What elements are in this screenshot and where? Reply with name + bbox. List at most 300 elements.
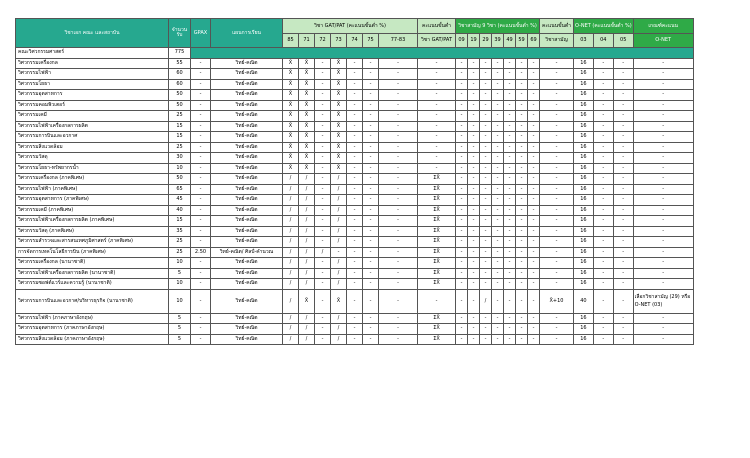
gatpat-cell: - — [347, 334, 363, 345]
program-name: วิศวกรรมอุตสาหการ (ภาคภาษาอังกฤษ) — [16, 324, 169, 335]
nine-subject-cell: - — [504, 226, 516, 237]
nine-subject-cell: - — [492, 205, 504, 216]
onet-cell: 16 — [574, 226, 594, 237]
min-nine-cell: - — [540, 121, 574, 132]
gpax-cell: - — [191, 153, 211, 164]
program-name: วิศวกรรมไฟฟ้า (ภาคพิเศษ) — [16, 184, 169, 195]
gatpat-cell: - — [315, 237, 331, 248]
nine-subject-cell: - — [456, 313, 468, 324]
min-gatpat-cell: ΣX̄ — [418, 184, 456, 195]
nine-subject-cell: - — [492, 90, 504, 101]
gatpat-cell: - — [347, 247, 363, 258]
gatpat-cell: X̄ — [283, 142, 299, 153]
nine-subject-cell: - — [456, 90, 468, 101]
gatpat-cell: - — [363, 79, 379, 90]
table-row — [16, 216, 694, 227]
gpax-cell: - — [191, 226, 211, 237]
nine-subject-cell: - — [492, 247, 504, 258]
gatpat-cell: X̄ — [331, 58, 347, 69]
header-gatpat-code: 74 — [347, 34, 363, 48]
gatpat-cell: X̄ — [283, 153, 299, 164]
gatpat-cell: - — [363, 58, 379, 69]
onet-use-cell: - — [633, 184, 693, 195]
gatpat-cell: X̄ — [331, 153, 347, 164]
min-nine-cell: X̄+10 — [540, 289, 574, 313]
nine-subject-cell: - — [492, 289, 504, 313]
seats-cell: 40 — [169, 205, 191, 216]
onet-cell: 16 — [574, 100, 594, 111]
gatpat-cell: - — [347, 142, 363, 153]
min-nine-cell: - — [540, 174, 574, 185]
nine-subject-cell: - — [516, 121, 528, 132]
min-gatpat-cell: ΣX̄ — [418, 174, 456, 185]
min-gatpat-cell: ΣX̄ — [418, 247, 456, 258]
nine-subject-cell: - — [516, 90, 528, 101]
nine-subject-cell: - — [528, 279, 540, 290]
plan-cell: วิทย์-คณิต — [211, 184, 283, 195]
header-nine-code: 19 — [468, 34, 480, 48]
onet-cell: - — [613, 121, 633, 132]
gatpat-cell: X̄ — [299, 153, 315, 164]
gatpat-cell: X̄ — [299, 163, 315, 174]
min-gatpat-cell: - — [418, 100, 456, 111]
gatpat-cell: - — [315, 195, 331, 206]
min-gatpat-cell: ΣX̄ — [418, 324, 456, 335]
nine-subject-cell: - — [528, 142, 540, 153]
table-row — [16, 226, 694, 237]
program-name: วิศวกรรมวัสดุ (ภาคพิเศษ) — [16, 226, 169, 237]
gatpat-cell: / — [331, 258, 347, 269]
plan-cell: วิทย์-คณิต — [211, 226, 283, 237]
gatpat-cell: - — [379, 153, 418, 164]
nine-subject-cell: - — [516, 334, 528, 345]
onet-cell: - — [593, 184, 613, 195]
nine-subject-cell: - — [468, 195, 480, 206]
onet-cell: - — [613, 58, 633, 69]
nine-subject-cell: - — [504, 79, 516, 90]
gatpat-cell: X̄ — [283, 90, 299, 101]
onet-use-cell: - — [633, 111, 693, 122]
gatpat-cell: / — [283, 334, 299, 345]
nine-subject-cell: - — [492, 58, 504, 69]
plan-cell: วิทย์-คณิต — [211, 205, 283, 216]
table-row — [16, 174, 694, 185]
min-gatpat-cell: - — [418, 111, 456, 122]
min-nine-cell: - — [540, 90, 574, 101]
table-row — [16, 90, 694, 101]
gatpat-cell: / — [283, 195, 299, 206]
onet-cell: - — [593, 195, 613, 206]
min-gatpat-cell: - — [418, 163, 456, 174]
nine-subject-cell: - — [480, 226, 492, 237]
gpax-cell: - — [191, 69, 211, 80]
nine-subject-cell: - — [528, 153, 540, 164]
gatpat-cell: / — [283, 216, 299, 227]
min-gatpat-cell: ΣX̄ — [418, 195, 456, 206]
gatpat-cell: X̄ — [299, 79, 315, 90]
header-nine-code: 59 — [516, 34, 528, 48]
gatpat-cell: - — [379, 184, 418, 195]
plan-cell: วิทย์-คณิต — [211, 69, 283, 80]
nine-subject-cell: - — [528, 268, 540, 279]
program-name: วิศวกรรมไฟฟ้าเครื่องกลการผลิต (นานาชาติ) — [16, 268, 169, 279]
onet-use-cell: - — [633, 226, 693, 237]
header-min-nine-sub: วิชาสามัญ — [540, 34, 574, 48]
gatpat-cell: - — [363, 279, 379, 290]
seats-cell: 30 — [169, 153, 191, 164]
nine-subject-cell: - — [492, 174, 504, 185]
nine-subject-cell: - — [504, 111, 516, 122]
plan-cell: วิทย์-คณิต — [211, 216, 283, 227]
onet-cell: 16 — [574, 268, 594, 279]
nine-subject-cell: - — [516, 324, 528, 335]
min-nine-cell: - — [540, 324, 574, 335]
header-gpax: GPAX — [191, 19, 211, 48]
nine-subject-cell: - — [492, 279, 504, 290]
onet-cell: - — [613, 163, 633, 174]
nine-subject-cell: - — [492, 226, 504, 237]
nine-subject-cell: - — [468, 174, 480, 185]
nine-subject-cell: - — [456, 247, 468, 258]
onet-cell: - — [613, 90, 633, 101]
min-gatpat-cell: ΣX̄ — [418, 258, 456, 269]
gatpat-cell: - — [347, 79, 363, 90]
nine-subject-cell: - — [516, 226, 528, 237]
nine-subject-cell: - — [516, 163, 528, 174]
gatpat-cell: X̄ — [283, 79, 299, 90]
gatpat-cell: / — [299, 313, 315, 324]
gpax-cell: - — [191, 216, 211, 227]
table-row — [16, 153, 694, 164]
seats-cell: 25 — [169, 142, 191, 153]
gatpat-cell: X̄ — [331, 132, 347, 143]
nine-subject-cell: - — [516, 216, 528, 227]
gatpat-cell: - — [315, 313, 331, 324]
gatpat-cell: - — [379, 163, 418, 174]
nine-subject-cell: - — [468, 79, 480, 90]
header-name: วิชาเอก คณะ และสถาบัน — [16, 19, 169, 48]
gatpat-cell: / — [283, 184, 299, 195]
gpax-cell: - — [191, 258, 211, 269]
table-row — [16, 132, 694, 143]
seats-cell: 10 — [169, 258, 191, 269]
gatpat-cell: X̄ — [283, 132, 299, 143]
header-nine-code: 69 — [528, 34, 540, 48]
nine-subject-cell: - — [528, 79, 540, 90]
onet-cell: - — [613, 279, 633, 290]
onet-cell: 16 — [574, 237, 594, 248]
min-nine-cell: - — [540, 132, 574, 143]
faculty-seats: 775 — [169, 48, 191, 59]
nine-subject-cell: - — [504, 237, 516, 248]
header-nine-code: 49 — [504, 34, 516, 48]
min-nine-cell: - — [540, 153, 574, 164]
nine-subject-cell: - — [492, 216, 504, 227]
gatpat-cell: - — [347, 121, 363, 132]
nine-subject-cell: - — [492, 111, 504, 122]
nine-subject-cell: - — [516, 58, 528, 69]
min-gatpat-cell: ΣX̄ — [418, 279, 456, 290]
gatpat-cell: - — [363, 268, 379, 279]
table-row — [16, 289, 694, 313]
gatpat-cell: - — [379, 216, 418, 227]
table-row — [16, 184, 694, 195]
nine-subject-cell: - — [468, 111, 480, 122]
onet-use-cell: - — [633, 324, 693, 335]
table-row — [16, 79, 694, 90]
onet-cell: - — [593, 174, 613, 185]
onet-use-cell: - — [633, 279, 693, 290]
nine-subject-cell: - — [516, 268, 528, 279]
program-name: วิศวกรรมการบินและอวกาศ/บริหารธุรกิจ (นานาชาติ) — [16, 289, 169, 313]
plan-cell: วิทย์-คณิต — [211, 195, 283, 206]
nine-subject-cell: - — [468, 289, 480, 313]
nine-subject-cell: - — [456, 174, 468, 185]
onet-cell: - — [593, 279, 613, 290]
nine-subject-cell: - — [456, 216, 468, 227]
nine-subject-cell: - — [504, 205, 516, 216]
min-nine-cell: - — [540, 334, 574, 345]
plan-cell: วิทย์-คณิต — [211, 324, 283, 335]
gatpat-cell: / — [299, 226, 315, 237]
plan-cell: วิทย์-คณิต — [211, 58, 283, 69]
nine-subject-cell: - — [456, 79, 468, 90]
seats-cell: 50 — [169, 100, 191, 111]
table-row — [16, 69, 694, 80]
gpax-cell: - — [191, 163, 211, 174]
onet-cell: - — [613, 153, 633, 164]
nine-subject-cell: - — [504, 268, 516, 279]
gatpat-cell: - — [315, 324, 331, 335]
gatpat-cell: / — [299, 237, 315, 248]
nine-subject-cell: - — [528, 163, 540, 174]
gatpat-cell: / — [283, 279, 299, 290]
seats-cell: 15 — [169, 132, 191, 143]
table-row — [16, 313, 694, 324]
seats-cell: 25 — [169, 111, 191, 122]
min-gatpat-cell: - — [418, 121, 456, 132]
gatpat-cell: / — [299, 334, 315, 345]
program-name: วิศวกรรมเคมี — [16, 111, 169, 122]
onet-use-cell: - — [633, 121, 693, 132]
seats-cell: 5 — [169, 324, 191, 335]
onet-cell: - — [593, 121, 613, 132]
nine-subject-cell: - — [504, 279, 516, 290]
gatpat-cell: / — [331, 174, 347, 185]
nine-subject-cell: - — [492, 237, 504, 248]
onet-cell: - — [613, 142, 633, 153]
onet-use-cell: - — [633, 90, 693, 101]
nine-subject-cell: - — [492, 334, 504, 345]
onet-cell: 16 — [574, 132, 594, 143]
gatpat-cell: / — [299, 324, 315, 335]
nine-subject-cell: - — [492, 163, 504, 174]
nine-subject-cell: - — [468, 216, 480, 227]
nine-subject-cell: - — [528, 121, 540, 132]
plan-cell: วิทย์-คณิต — [211, 313, 283, 324]
onet-cell: 16 — [574, 279, 594, 290]
gatpat-cell: - — [379, 100, 418, 111]
program-name: วิศวกรรมเครื่องกล — [16, 58, 169, 69]
admission-table-container — [15, 18, 694, 345]
gatpat-cell: - — [379, 289, 418, 313]
nine-subject-cell: / — [480, 289, 492, 313]
gatpat-cell: - — [315, 184, 331, 195]
onet-cell: - — [613, 289, 633, 313]
nine-subject-cell: - — [456, 205, 468, 216]
gatpat-cell: - — [363, 324, 379, 335]
onet-cell: - — [593, 132, 613, 143]
onet-cell: - — [593, 324, 613, 335]
min-gatpat-cell: ΣX̄ — [418, 226, 456, 237]
gatpat-cell: - — [363, 226, 379, 237]
gatpat-cell: / — [331, 237, 347, 248]
nine-subject-cell: - — [528, 132, 540, 143]
min-nine-cell: - — [540, 79, 574, 90]
gatpat-cell: / — [283, 174, 299, 185]
nine-subject-cell: - — [456, 268, 468, 279]
header-plan: แผนการเรียน — [211, 19, 283, 48]
min-gatpat-cell: ΣX̄ — [418, 205, 456, 216]
nine-subject-cell: - — [480, 121, 492, 132]
onet-cell: 16 — [574, 163, 594, 174]
header-gatpat-code: 71 — [299, 34, 315, 48]
header-seats: จำนวนรับ — [169, 19, 191, 48]
gatpat-cell: / — [283, 324, 299, 335]
nine-subject-cell: - — [516, 195, 528, 206]
nine-subject-cell: - — [516, 142, 528, 153]
gatpat-cell: - — [363, 258, 379, 269]
onet-cell: - — [613, 205, 633, 216]
onet-use-cell: - — [633, 205, 693, 216]
nine-subject-cell: - — [492, 79, 504, 90]
nine-subject-cell: - — [480, 313, 492, 324]
nine-subject-cell: - — [528, 100, 540, 111]
gatpat-cell: / — [331, 313, 347, 324]
gatpat-cell: - — [363, 289, 379, 313]
onet-use-cell: เลือกวิชาสามัญ (29) หรือ O-NET (03) — [633, 289, 693, 313]
header-nine-code: 29 — [480, 34, 492, 48]
nine-subject-cell: - — [480, 111, 492, 122]
nine-subject-cell: - — [528, 313, 540, 324]
gatpat-cell: / — [331, 279, 347, 290]
nine-subject-cell: - — [480, 184, 492, 195]
program-name: วิศวกรรมอุตสาหการ (ภาคพิเศษ) — [16, 195, 169, 206]
nine-subject-cell: - — [516, 289, 528, 313]
table-row — [16, 195, 694, 206]
program-name: วิศวกรรมเครื่องกล (ภาคพิเศษ) — [16, 174, 169, 185]
gatpat-cell: - — [315, 205, 331, 216]
gatpat-cell: X̄ — [331, 121, 347, 132]
nine-subject-cell: - — [468, 279, 480, 290]
faculty-row — [16, 48, 694, 59]
program-name: วิศวกรรมไฟฟ้าเครื่องกลการผลิต (ภาคพิเศษ) — [16, 216, 169, 227]
nine-subject-cell: - — [468, 90, 480, 101]
nine-subject-cell: - — [468, 324, 480, 335]
gatpat-cell: - — [315, 100, 331, 111]
header-onet-group: O-NET (คะแนนขั้นต่ำ %) — [574, 19, 634, 34]
program-name: วิศวกรรมโยธา — [16, 79, 169, 90]
nine-subject-cell: - — [456, 100, 468, 111]
seats-cell: 60 — [169, 79, 191, 90]
min-nine-cell: - — [540, 163, 574, 174]
gatpat-cell: - — [363, 100, 379, 111]
nine-subject-cell: - — [468, 334, 480, 345]
header-onet-use: เกณฑ์คะแนน — [633, 19, 693, 34]
nine-subject-cell: - — [456, 111, 468, 122]
header-gatpat-code: 72 — [315, 34, 331, 48]
min-nine-cell: - — [540, 100, 574, 111]
min-nine-cell: - — [540, 226, 574, 237]
seats-cell: 10 — [169, 163, 191, 174]
onet-cell: - — [593, 58, 613, 69]
gpax-cell: - — [191, 268, 211, 279]
nine-subject-cell: - — [504, 195, 516, 206]
gatpat-cell: - — [347, 313, 363, 324]
gatpat-cell: - — [347, 258, 363, 269]
gatpat-cell: / — [315, 247, 331, 258]
onet-cell: 16 — [574, 195, 594, 206]
nine-subject-cell: - — [504, 153, 516, 164]
nine-subject-cell: - — [480, 258, 492, 269]
program-name: วิศวกรรมวัสดุ — [16, 153, 169, 164]
program-name: การจัดการเทคโนโลยีการบิน (ภาคพิเศษ) — [16, 247, 169, 258]
onet-cell: 16 — [574, 313, 594, 324]
onet-cell: - — [613, 258, 633, 269]
gpax-cell: - — [191, 289, 211, 313]
gatpat-cell: - — [315, 153, 331, 164]
min-gatpat-cell: - — [418, 69, 456, 80]
onet-cell: 16 — [574, 58, 594, 69]
header-nine-group: วิชาสามัญ 9 วิชา (คะแนนขั้นต่ำ %) — [456, 19, 540, 34]
nine-subject-cell: - — [492, 100, 504, 111]
plan-cell: วิทย์-คณิต — [211, 279, 283, 290]
min-gatpat-cell: ΣX̄ — [418, 268, 456, 279]
onet-cell: - — [593, 289, 613, 313]
onet-use-cell: - — [633, 216, 693, 227]
gatpat-cell: / — [283, 258, 299, 269]
gatpat-cell: - — [347, 324, 363, 335]
onet-cell: - — [593, 163, 613, 174]
onet-cell: - — [593, 268, 613, 279]
nine-subject-cell: - — [504, 100, 516, 111]
gatpat-cell: - — [347, 195, 363, 206]
onet-cell: 16 — [574, 111, 594, 122]
onet-cell: - — [613, 334, 633, 345]
gatpat-cell: - — [379, 69, 418, 80]
seats-cell: 50 — [169, 174, 191, 185]
onet-cell: - — [593, 69, 613, 80]
nine-subject-cell: - — [504, 324, 516, 335]
gatpat-cell: - — [347, 174, 363, 185]
nine-subject-cell: - — [492, 258, 504, 269]
nine-subject-cell: - — [504, 216, 516, 227]
gatpat-cell: / — [283, 289, 299, 313]
nine-subject-cell: - — [528, 226, 540, 237]
gatpat-cell: X̄ — [331, 111, 347, 122]
min-nine-cell: - — [540, 237, 574, 248]
min-nine-cell: - — [540, 247, 574, 258]
gatpat-cell: X̄ — [331, 163, 347, 174]
gatpat-cell: - — [347, 268, 363, 279]
nine-subject-cell: - — [480, 163, 492, 174]
table-row — [16, 258, 694, 269]
gpax-cell: - — [191, 184, 211, 195]
min-gatpat-cell: ΣX̄ — [418, 216, 456, 227]
table-row — [16, 205, 694, 216]
gatpat-cell: - — [315, 334, 331, 345]
header-gatpat-code: 73 — [331, 34, 347, 48]
